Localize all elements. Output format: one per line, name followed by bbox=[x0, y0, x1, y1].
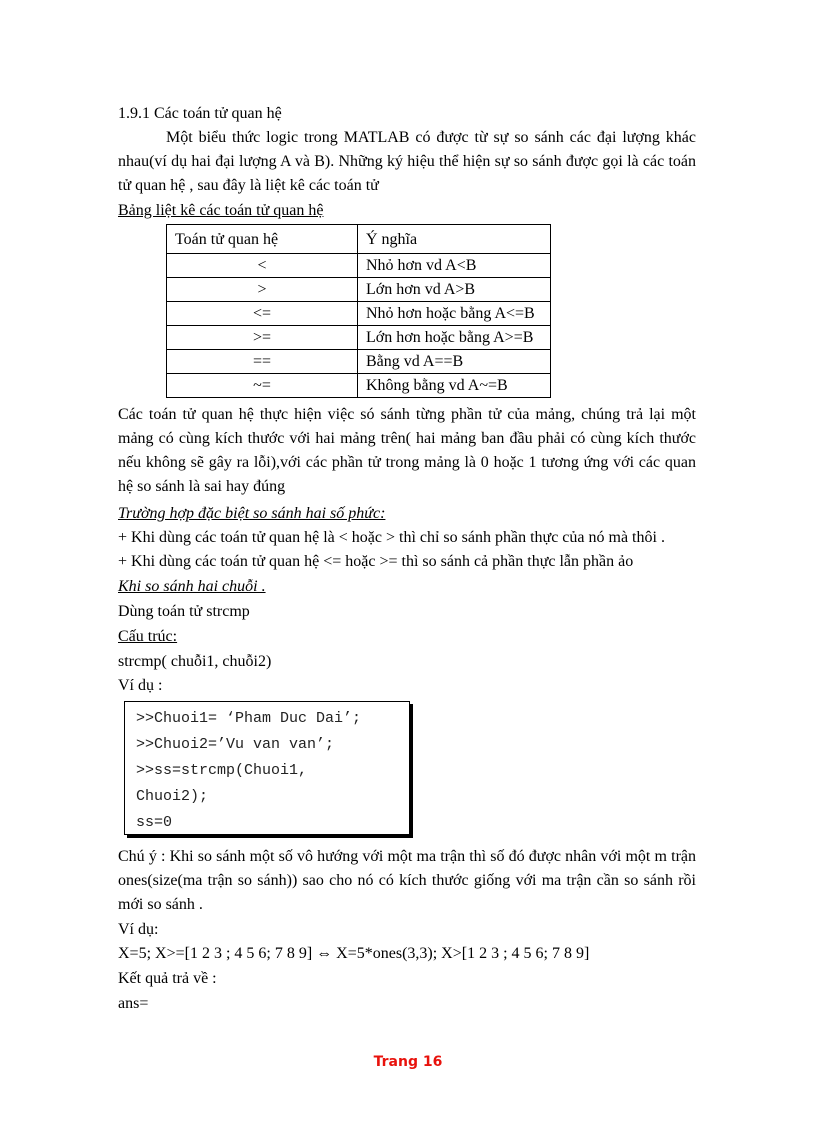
meaning-cell: Nhỏ hơn vd A<B bbox=[358, 254, 551, 278]
page-footer: Trang 16 bbox=[373, 1054, 443, 1070]
meaning-cell: Lớn hơn vd A>B bbox=[358, 278, 551, 302]
meaning-cell: Bằng vd A==B bbox=[358, 350, 551, 374]
example-label-2: Ví dụ: bbox=[118, 921, 159, 938]
code-line: >>Chuoi1= ‘Pham Duc Dai’; bbox=[136, 710, 362, 727]
meaning-cell: Không bằng vd A~=B bbox=[358, 374, 551, 398]
table-row bbox=[167, 278, 551, 302]
header-operator: Toán tử quan hệ bbox=[167, 225, 358, 254]
example-label: Ví dụ : bbox=[118, 677, 163, 694]
intro-paragraph: Một biểu thức logic trong MATLAB có được từ sự so sánh các đại lượng khác nhau(ví dụ hai đại lượng A và B). Những ký hiệu thể hiện sự so sánh được gọi là các toán tử quan hệ , sau đây là liệt kê các toán tử bbox=[118, 129, 696, 194]
table-caption: Bảng liệt kê các toán tử quan hệ bbox=[118, 202, 324, 219]
header-meaning: Ý nghĩa bbox=[358, 225, 551, 254]
code-line: Chuoi2); bbox=[136, 788, 209, 805]
operator-cell: > bbox=[167, 278, 358, 302]
operator-cell: >= bbox=[167, 326, 358, 350]
meaning-cell: Nhỏ hơn hoặc bằng A<=B bbox=[358, 302, 551, 326]
string-heading: Khi so sánh hai chuỗi . bbox=[118, 578, 266, 595]
operator-cell: == bbox=[167, 350, 358, 374]
example-expression: X=5; X>=[1 2 3 ; 4 5 6; 7 8 9] ⇔ X=5*ones(3,3); X>[1 2 3 ; 4 5 6; 7 8 9] bbox=[118, 945, 590, 962]
relational-operators-table bbox=[166, 224, 551, 398]
complex-point-1: + Khi dùng các toán tử quan hệ là < hoặc > thì chỉ so sánh phần thực của nó mà thôi . bbox=[118, 529, 665, 546]
table-row bbox=[167, 302, 551, 326]
structure-syntax: strcmp( chuỗi1, chuỗi2) bbox=[118, 653, 272, 670]
operator-cell: <= bbox=[167, 302, 358, 326]
complex-point-2: + Khi dùng các toán tử quan hệ <= hoặc >= thì so sánh cả phần thực lẫn phần ảo bbox=[118, 553, 634, 570]
strcmp-usage: Dùng toán tử strcmp bbox=[118, 603, 250, 620]
code-line: >>Chuoi2=’Vu van van’; bbox=[136, 736, 335, 753]
comparison-paragraph: Các toán tử quan hệ thực hiện việc só sánh từng phần tử của mảng, chúng trả lại một mảng có cùng kích thước với hai mảng trên( hai mảng ban đầu phải có cùng kích thước nếu không sẽ gây ra lỗi),với các phần tử trong mảng là 0 hoặc 1 tương ứng với các quan hệ so sánh là sai hay đúng bbox=[118, 406, 696, 495]
code-line: ss=0 bbox=[136, 814, 173, 831]
table-header-row bbox=[167, 225, 551, 254]
operator-cell: ~= bbox=[167, 374, 358, 398]
section-heading: 1.9.1 Các toán tử quan hệ bbox=[118, 105, 282, 122]
complex-heading: Trường hợp đặc biệt so sánh hai số phức: bbox=[118, 505, 386, 522]
ans-label: ans= bbox=[118, 995, 149, 1012]
operator-cell: < bbox=[167, 254, 358, 278]
table-row bbox=[167, 374, 551, 398]
table-row bbox=[167, 254, 551, 278]
table-row bbox=[167, 326, 551, 350]
table-row bbox=[167, 350, 551, 374]
structure-label: Cấu trúc: bbox=[118, 628, 178, 645]
code-example-box bbox=[124, 701, 410, 835]
note-paragraph: Chú ý : Khi so sánh một số vô hướng với một ma trận thì số đó được nhân với một m trận ones(size(ma trận so sánh)) sao cho nó có kích thước giống với ma trận cần so sánh rồi mới so sánh . bbox=[118, 848, 696, 913]
code-line: >>ss=strcmp(Chuoi1, bbox=[136, 762, 308, 779]
result-label: Kết quả trả về : bbox=[118, 970, 217, 987]
meaning-cell: Lớn hơn hoặc bằng A>=B bbox=[358, 326, 551, 350]
